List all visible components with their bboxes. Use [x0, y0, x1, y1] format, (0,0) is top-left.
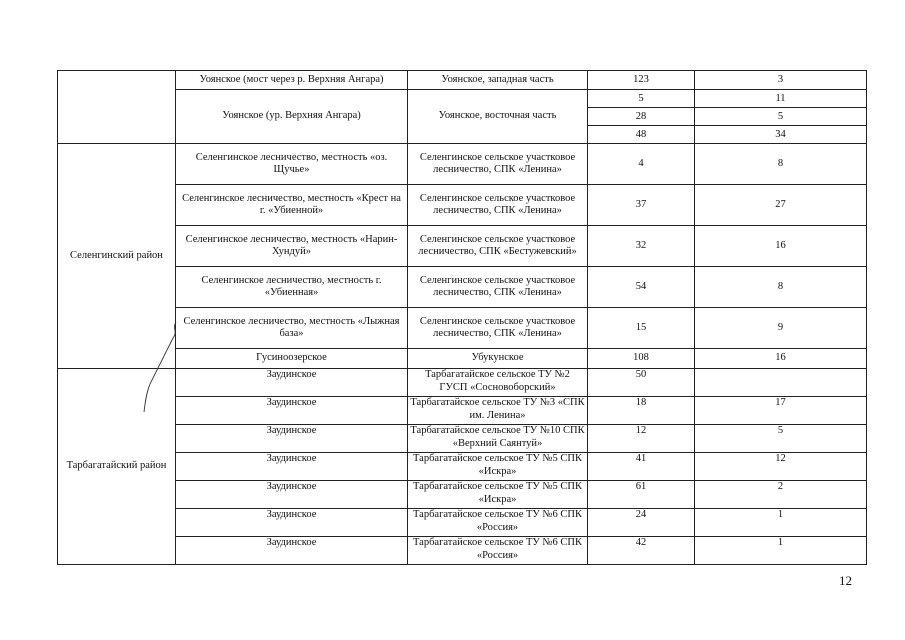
value-a-sub: 28 — [588, 107, 694, 125]
value-a-cell: 24 — [588, 509, 695, 537]
value-a-stack — [588, 90, 695, 144]
value-b-cell: 3 — [695, 71, 867, 90]
value-b-cell: 2 — [695, 481, 867, 509]
value-b-sub: 11 — [775, 93, 786, 104]
location-cell: Уоянское (ур. Верхняя Ангара) — [176, 90, 408, 144]
user-cell: Убукунское — [408, 349, 588, 369]
user-cell: Тарбагатайское сельское ТУ №10 СПК «Верхний Саянтуй» — [408, 425, 588, 453]
page-number: 12 — [839, 573, 852, 588]
value-b-cell: 1 — [695, 537, 867, 565]
location-cell: Гусиноозерское — [176, 349, 408, 369]
value-a-cell: 61 — [588, 481, 695, 509]
district-cell-empty — [58, 71, 176, 144]
value-b-stack — [695, 90, 867, 144]
value-a-cell: 37 — [588, 185, 695, 226]
value-b-cell — [695, 369, 867, 397]
value-a-cell: 54 — [588, 267, 695, 308]
user-cell: Уоянское, западная часть — [408, 71, 588, 90]
value-a-sub: 48 — [588, 125, 694, 143]
table-row — [58, 226, 867, 267]
table-row — [58, 349, 867, 369]
value-a-cell: 123 — [588, 71, 695, 90]
table-row — [58, 90, 867, 144]
table-row — [58, 267, 867, 308]
value-b-cell: 9 — [695, 308, 867, 349]
location-cell: Заудинское — [176, 481, 408, 509]
value-b-cell: 12 — [695, 453, 867, 481]
value-b-cell: 27 — [695, 185, 867, 226]
user-cell: Тарбагатайское сельское ТУ №2 ГУСП «Сосновоборский» — [408, 369, 588, 397]
value-b-sub: 5 — [695, 107, 866, 125]
table-row — [58, 453, 867, 481]
table-row — [58, 481, 867, 509]
table-row — [58, 509, 867, 537]
user-cell: Тарбагатайское сельское ТУ №5 СПК «Искра» — [408, 453, 588, 481]
value-a-cell: 12 — [588, 425, 695, 453]
value-a-cell: 18 — [588, 397, 695, 425]
table-row — [58, 71, 867, 90]
value-b-cell: 16 — [695, 226, 867, 267]
user-cell: Тарбагатайское сельское ТУ №6 СПК «Россия» — [408, 509, 588, 537]
location-cell: Селенгинское лесничество, местность «Нарин-Хундуй» — [176, 226, 408, 267]
value-a-cell: 108 — [588, 349, 695, 369]
user-cell: Уоянское, восточная часть — [408, 90, 588, 144]
location-cell: Уоянское (мост через р. Верхняя Ангара) — [176, 71, 408, 90]
value-b-cell: 5 — [695, 425, 867, 453]
user-cell: Селенгинское сельское участковое лесничество, СПК «Ленина» — [408, 144, 588, 185]
location-cell: Селенгинское лесничество, местность «Лыжная база» — [176, 308, 408, 349]
location-cell: Селенгинское лесничество, местность «оз. Щучье» — [176, 144, 408, 185]
value-a-cell: 42 — [588, 537, 695, 565]
data-table — [57, 70, 867, 565]
table-row — [58, 425, 867, 453]
value-a-sub: 5 — [638, 93, 644, 104]
value-b-cell: 8 — [695, 144, 867, 185]
user-cell: Тарбагатайское сельское ТУ №6 СПК «Россия» — [408, 537, 588, 565]
value-a-cell: 15 — [588, 308, 695, 349]
table-row — [58, 308, 867, 349]
location-cell: Заудинское — [176, 509, 408, 537]
table-row — [58, 144, 867, 185]
user-cell: Селенгинское сельское участковое лесничество, СПК «Ленина» — [408, 308, 588, 349]
location-cell: Заудинское — [176, 369, 408, 397]
location-cell: Заудинское — [176, 397, 408, 425]
value-b-cell: 17 — [695, 397, 867, 425]
location-cell: Заудинское — [176, 453, 408, 481]
user-cell: Селенгинское сельское участковое лесничество, СПК «Ленина» — [408, 267, 588, 308]
district-cell: Тарбагатайский район — [58, 369, 176, 565]
value-a-cell: 41 — [588, 453, 695, 481]
value-a-cell: 32 — [588, 226, 695, 267]
user-cell: Селенгинское сельское участковое лесничество, СПК «Ленина» — [408, 185, 588, 226]
location-cell: Заудинское — [176, 537, 408, 565]
location-cell: Селенгинское лесничество, местность «Крест на г. «Убиенной» — [176, 185, 408, 226]
location-cell: Заудинское — [176, 425, 408, 453]
table-row — [58, 185, 867, 226]
user-cell: Селенгинское сельское участковое лесничество, СПК «Бестужевский» — [408, 226, 588, 267]
table-row — [58, 369, 867, 397]
value-b-sub: 34 — [695, 125, 866, 143]
value-b-cell: 8 — [695, 267, 867, 308]
value-b-cell: 16 — [695, 349, 867, 369]
value-b-cell: 1 — [695, 509, 867, 537]
location-cell: Селенгинское лесничество, местность г. «Убиенная» — [176, 267, 408, 308]
value-a-cell: 4 — [588, 144, 695, 185]
table-row — [58, 397, 867, 425]
user-cell: Тарбагатайское сельское ТУ №3 «СПК им. Ленина» — [408, 397, 588, 425]
user-cell: Тарбагатайское сельское ТУ №5 СПК «Искра» — [408, 481, 588, 509]
district-cell: Селенгинский район — [58, 144, 176, 369]
table-row — [58, 537, 867, 565]
value-a-cell: 50 — [588, 369, 695, 397]
